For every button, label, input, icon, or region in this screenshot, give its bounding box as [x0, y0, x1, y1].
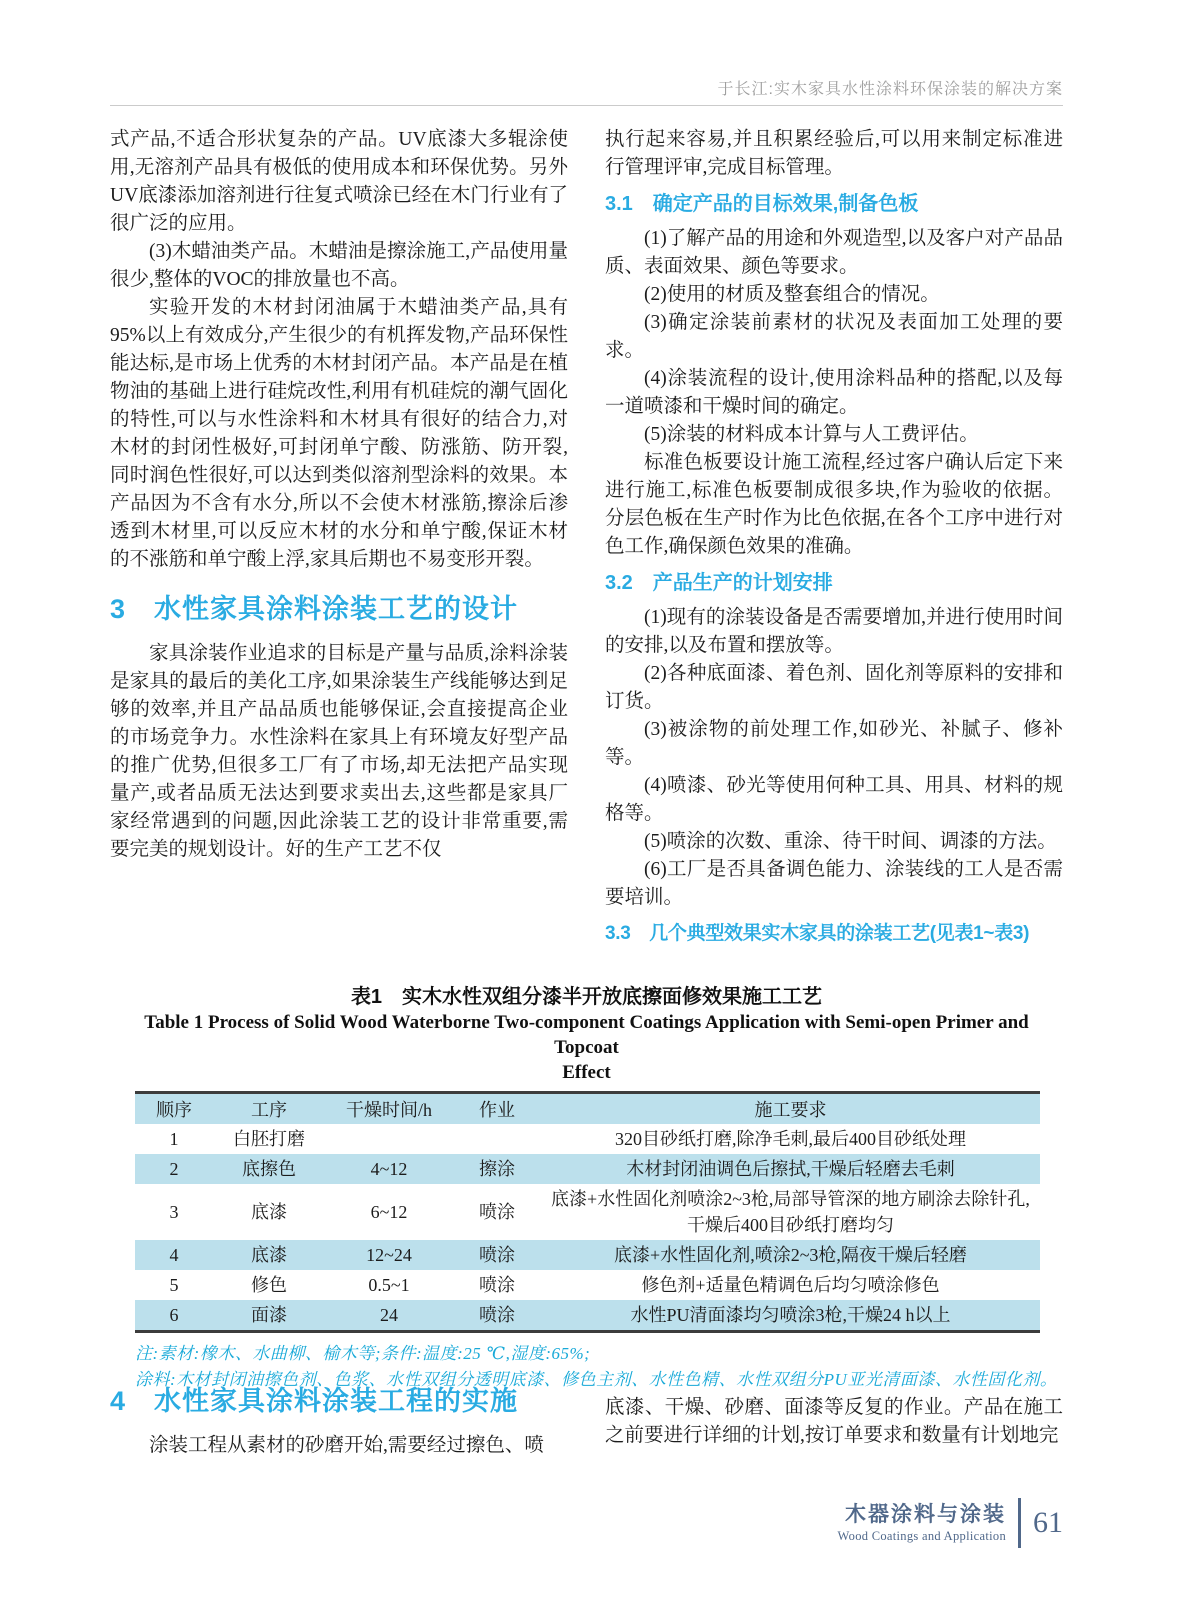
running-head: 于长江:实木家具水性涂料环保涂装的解决方案 — [717, 81, 1063, 98]
column-header-seq: 顺序 — [135, 1093, 213, 1125]
section-3-2-heading: 3.2 产品生产的计划安排 — [605, 572, 833, 594]
page-footer — [838, 1498, 1063, 1548]
journal-name-zh: 木器涂料与涂装 — [845, 1502, 1006, 1526]
paragraph: 底漆、干燥、砂磨、面漆等反复的作业。产品在施工之前要进行详细的计划,按订单要求和数量有计划地完 — [605, 1397, 1063, 1446]
cell-req: 修色剂+适量色精调色后均匀喷涂修色 — [641, 1275, 940, 1295]
cell-method: 喷涂 — [479, 1305, 515, 1325]
section-4-heading: 4 水性家具涂料涂装工程的实施 — [110, 1386, 519, 1416]
paragraph: 标准色板要设计施工流程,经过客户确认后定下来进行施工,标准色板要制成很多块,作为验收的依据。分层色板在生产时作为比色依据,在各个工序中进行对色工作,确保颜色效果的准确。 — [605, 452, 1063, 557]
table-row — [135, 1270, 1040, 1300]
table-row — [135, 1154, 1040, 1184]
section-3-3-heading: 3.3 几个典型效果实木家具的涂装工艺(见表1~表3) — [605, 923, 1030, 944]
header-divider — [110, 105, 1063, 106]
table-1 — [135, 1091, 1040, 1333]
cell-dry — [325, 1124, 453, 1154]
cell-req: 水性PU清面漆均匀喷涂3枪,干燥24 h以上 — [630, 1305, 951, 1325]
table-1-caption-en: Table 1 Process of Solid Wood Waterborne Two-component Coatings Application with Semi-open Primer and Topcoat — [144, 1012, 1029, 1058]
cell-seq: 6 — [169, 1305, 179, 1325]
cell-method: 喷涂 — [479, 1202, 515, 1222]
cell-seq: 3 — [169, 1202, 179, 1222]
right-column-bottom — [605, 1378, 1063, 1460]
table-row — [135, 1300, 1040, 1332]
list-item: (2)各种底面漆、着色剂、固化剂等原料的安排和订货。 — [605, 663, 1063, 712]
column-header-method: 作业 — [453, 1093, 541, 1125]
cell-step: 底漆 — [251, 1202, 287, 1222]
paragraph: 式产品,不适合形状复杂的产品。UV底漆大多辊涂使用,无溶剂产品具有极低的使用成本和环保优势。另外UV底漆添加溶剂进行往复式喷涂已经在木门行业有了很广泛的应用。 — [110, 129, 568, 234]
list-item: (3)确定涂装前素材的状况及表面加工处理的要求。 — [605, 312, 1063, 361]
cell-req: 320目砂纸打磨,除净毛刺,最后400目砂纸处理 — [615, 1129, 966, 1149]
paragraph: 执行起来容易,并且积累经验后,可以用来制定标准进行管理评审,完成目标管理。 — [605, 129, 1063, 178]
cell-req: 底漆+水性固化剂喷涂2~3枪,局部导管深的地方刷涂去除针孔,干燥后400目砂纸打磨均匀 — [551, 1189, 1030, 1235]
list-item: (3)被涂物的前处理工作,如砂光、补腻子、修补等。 — [605, 719, 1063, 768]
top-columns — [110, 126, 1063, 949]
list-item: (1)现有的涂装设备是否需要增加,并进行使用时间的安排,以及布置和摆放等。 — [605, 607, 1063, 656]
bottom-columns — [110, 1378, 1063, 1460]
cell-step: 修色 — [251, 1275, 287, 1295]
journal-name — [838, 1502, 1006, 1545]
page-number: 61 — [1033, 1506, 1063, 1539]
cell-dry: 0.5~1 — [368, 1275, 410, 1295]
cell-step: 白胚打磨 — [233, 1129, 305, 1149]
left-column-bottom — [110, 1378, 568, 1460]
cell-method: 擦涂 — [479, 1159, 515, 1179]
section-3-heading: 3 水性家具涂料涂装工艺的设计 — [110, 594, 519, 624]
cell-seq: 2 — [169, 1159, 179, 1179]
journal-name-en: Wood Coatings and Application — [837, 1528, 1006, 1543]
cell-req: 底漆+水性固化剂,喷涂2~3枪,隔夜干燥后轻磨 — [614, 1245, 967, 1265]
list-item: (4)涂装流程的设计,使用涂料品种的搭配,以及每一道喷漆和干燥时间的确定。 — [605, 368, 1063, 417]
table-1-block — [110, 984, 1063, 1393]
right-column — [605, 126, 1063, 949]
section-3-1-heading: 3.1 确定产品的目标效果,制备色板 — [605, 193, 919, 215]
cell-req: 木材封闭油调色后擦拭,干燥后轻磨去毛刺 — [626, 1159, 955, 1179]
paragraph: (3)木蜡油类产品。木蜡油是擦涂施工,产品使用量很少,整体的VOC的排放量也不高。 — [110, 241, 568, 290]
table-note: 涂料:木材封闭油擦色剂、色浆、水性双组分透明底漆、修色主剂、水性色精、水性双组分PU亚光清面漆、水性固化剂。 — [135, 1370, 1058, 1389]
list-item: (5)喷涂的次数、重涂、待干时间、调漆的方法。 — [644, 831, 1057, 852]
cell-step: 底擦色 — [242, 1159, 296, 1179]
table-row — [135, 1240, 1040, 1270]
list-item: (6)工厂是否具备调色能力、涂装线的工人是否需要培训。 — [605, 859, 1063, 908]
table-1-caption-en-cont: Effect — [562, 1062, 611, 1083]
table-row — [135, 1124, 1040, 1154]
table-1-caption-zh: 表1 实木水性双组分漆半开放底擦面修效果施工工艺 — [350, 986, 823, 1008]
list-item: (4)喷漆、砂光等使用何种工具、用具、材料的规格等。 — [605, 775, 1063, 824]
cell-dry: 24 — [380, 1305, 398, 1325]
cell-dry: 12~24 — [366, 1245, 412, 1265]
cell-method: 喷涂 — [479, 1245, 515, 1265]
cell-seq: 4 — [169, 1245, 179, 1265]
cell-method — [453, 1124, 541, 1154]
left-column — [110, 126, 568, 949]
paragraph: 实验开发的木材封闭油属于木蜡油类产品,具有95%以上有效成分,产生很少的有机挥发物,产品环保性能达标,是市场上优秀的木材封闭产品。本产品是在植物油的基础上进行硅烷改性,利用有机硅烷的潮气固化的特性,可以与水性涂料和木材具有很好的结合力,对木材的封闭性极好,可封闭单宁酸、防涨筋、防开裂,同时润色性很好,可以达到类似溶剂型涂料的效果。本产品因为不含有水分,所以不会使木材涨筋,擦涂后渗透到木材里,可以反应木材的水分和单宁酸,保证木材的不涨筋和单宁酸上浮,家具后期也不易变形开裂。 — [110, 297, 568, 570]
cell-dry: 6~12 — [370, 1202, 408, 1222]
column-header-dry-time: 干燥时间/h — [325, 1093, 453, 1125]
footer-divider — [1018, 1498, 1021, 1548]
column-header-step: 工序 — [213, 1093, 325, 1125]
cell-seq: 1 — [169, 1129, 179, 1149]
table-row — [135, 1184, 1040, 1240]
list-item: (2)使用的材质及整套组合的情况。 — [644, 284, 940, 305]
paragraph: 涂装工程从素材的砂磨开始,需要经过擦色、喷 — [149, 1435, 544, 1456]
list-item: (1)了解产品的用途和外观造型,以及客户对产品品质、表面效果、颜色等要求。 — [605, 228, 1063, 277]
table-note: 注:素材:橡木、水曲柳、榆木等;条件:温度:25 ℃,湿度:65%; — [135, 1344, 591, 1363]
cell-method: 喷涂 — [479, 1275, 515, 1295]
paragraph: 家具涂装作业追求的目标是产量与品质,涂料涂装是家具的最后的美化工序,如果涂装生产线能够达到足够的效率,并且产品品质也能够保证,会直接提高企业的市场竞争力。水性涂料在家具上有环境友好型产品的推广优势,但很多工厂有了市场,却无法把产品实现量产,或者品质无法达到要求卖出去,这些都是家具厂家经常遇到的问题,因此涂装工艺的设计非常重要,需要完美的规划设计。好的生产工艺不仅 — [110, 643, 568, 860]
cell-step: 底漆 — [251, 1245, 287, 1265]
cell-step: 面漆 — [251, 1305, 287, 1325]
list-item: (5)涂装的材料成本计算与人工费评估。 — [644, 424, 979, 445]
table-header-row — [135, 1093, 1040, 1125]
cell-seq: 5 — [169, 1275, 179, 1295]
cell-dry: 4~12 — [370, 1159, 408, 1179]
column-header-requirement: 施工要求 — [541, 1093, 1040, 1125]
